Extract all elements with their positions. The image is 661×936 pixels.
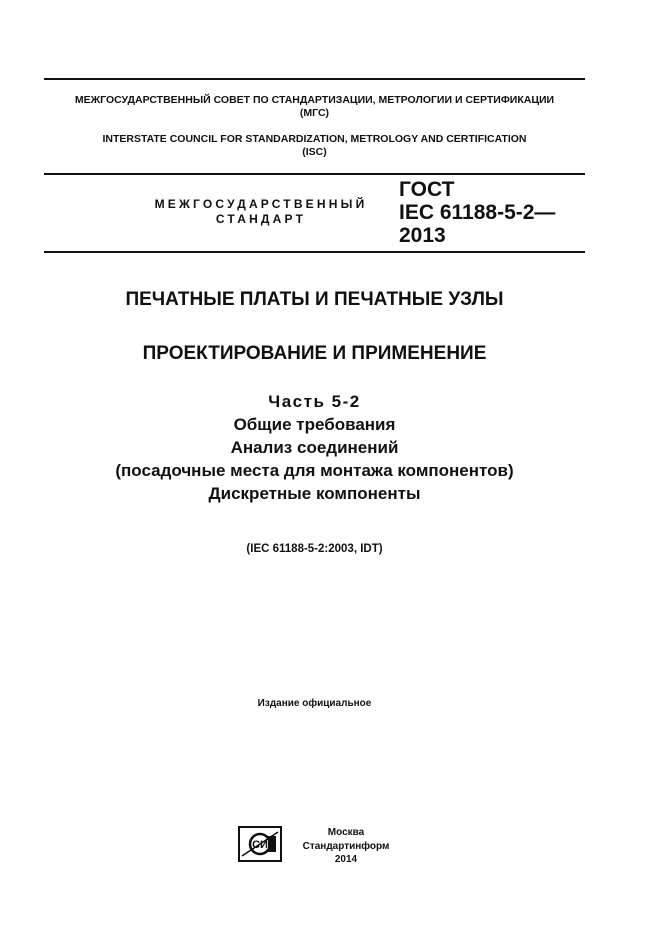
top-rule [44,78,585,80]
standartinform-logo-icon [238,826,282,862]
publisher-year: 2014 [334,854,358,865]
gost-line2: IEC 61188-5-2— [399,201,556,224]
standard-kind-line2: СТАНДАРТ [215,212,307,226]
subtitle-line3: (посадочные места для монтажа компонентов) [115,461,514,480]
subtitle-line2: Анализ соединений [230,438,399,457]
council-ru-name: МЕЖГОСУДАРСТВЕННЫЙ СОВЕТ ПО СТАНДАРТИЗАЦИИ, МЕТРОЛОГИИ И СЕРТИФИКАЦИИ [74,94,555,106]
publisher-block [292,826,400,867]
council-en-abbr: (ISC) [302,146,327,158]
standard-kind-line1: МЕЖГОСУДАРСТВЕННЫЙ [154,197,368,211]
council-rule [44,173,585,175]
gost-line1: ГОСТ [399,178,455,201]
subtitle-line1: Общие требования [233,415,396,434]
publisher-city: Москва [327,827,365,838]
subtitle-line4: Дискретные компоненты [208,484,421,503]
document-title-line2: ПРОЕКТИРОВАНИЕ И ПРИМЕНЕНИЕ [142,343,487,364]
publisher-name: Стандартинформ [302,840,390,852]
standard-kind [130,197,392,227]
edition-note: Издание официальное [257,698,372,709]
gost-designation [399,178,555,247]
council-ru-block [44,94,585,120]
council-en-name: INTERSTATE COUNCIL FOR STANDARDIZATION, METROLOGY AND CERTIFICATION [102,133,527,145]
designation-rule [44,251,585,253]
gost-line3: 2013 [399,224,446,247]
council-en-block [44,133,585,159]
part-number: Часть 5-2 [268,392,361,411]
identical-to-reference: (IEC 61188-5-2:2003, IDT) [246,543,383,555]
council-ru-abbr: (МГС) [299,107,330,119]
logo-text: СИ [252,839,268,851]
document-title-line1: ПЕЧАТНЫЕ ПЛАТЫ И ПЕЧАТНЫЕ УЗЛЫ [125,289,504,310]
document-subtitle [44,390,585,505]
